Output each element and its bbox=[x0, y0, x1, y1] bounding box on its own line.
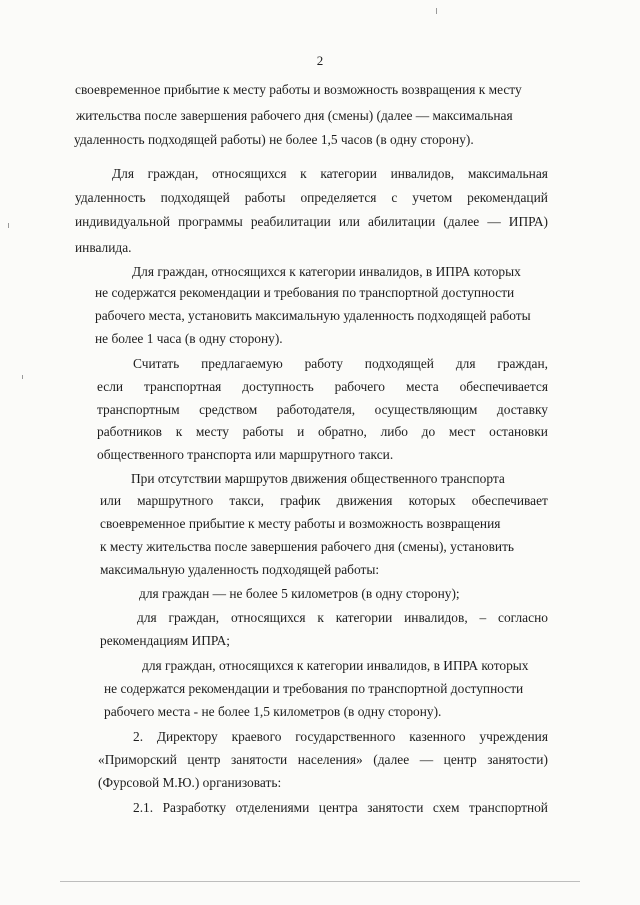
text-line bbox=[133, 729, 548, 745]
text-line: рекомендациям ИПРА; bbox=[100, 633, 231, 648]
word: месту bbox=[195, 424, 229, 439]
word: Разработку bbox=[162, 800, 227, 815]
word: занятости) bbox=[487, 752, 548, 767]
word: транспортной bbox=[468, 800, 548, 815]
word: с bbox=[391, 190, 398, 205]
word: мест bbox=[448, 424, 476, 439]
text-line: своевременное прибытие к месту работы и возможность возвращения к месту bbox=[75, 82, 522, 97]
word: предлагаемую bbox=[201, 356, 283, 371]
page-number: 2 bbox=[316, 53, 324, 68]
word: максимальная bbox=[467, 166, 548, 181]
text-line: не содержатся рекомендации и требования по транспортной доступности bbox=[95, 285, 515, 300]
word: для bbox=[455, 356, 476, 371]
text-line bbox=[75, 214, 548, 230]
word: которых bbox=[408, 493, 456, 508]
word: работодателя, bbox=[276, 402, 356, 417]
word: или bbox=[338, 214, 360, 229]
text-line bbox=[75, 190, 548, 206]
word: работников bbox=[97, 424, 162, 439]
word: Считать bbox=[133, 356, 180, 371]
word: инвалидов, bbox=[404, 610, 468, 625]
word: 2.1. bbox=[133, 800, 154, 815]
word: (далее bbox=[443, 214, 480, 229]
text-line: для граждан — не более 5 километров (в одну сторону); bbox=[139, 586, 460, 601]
text-line: рабочего места - не более 1,5 километров (в одну сторону). bbox=[104, 704, 442, 719]
text-line bbox=[133, 800, 548, 816]
word: либо bbox=[380, 424, 408, 439]
word: отделениями bbox=[235, 800, 310, 815]
word: определяется bbox=[300, 190, 377, 205]
word: абилитации bbox=[368, 214, 436, 229]
word: инвалидов, bbox=[390, 166, 455, 181]
text-line: общественного транспорта или маршрутного такси. bbox=[97, 447, 394, 462]
word: центр bbox=[443, 752, 477, 767]
text-line: (Фурсовой М.Ю.) организовать: bbox=[98, 775, 282, 790]
word: категории bbox=[335, 610, 393, 625]
word: относящихся bbox=[230, 610, 306, 625]
word: доступность bbox=[242, 379, 314, 394]
word: ИПРА) bbox=[508, 214, 548, 229]
word: учреждения bbox=[479, 729, 548, 744]
word: населения» bbox=[297, 752, 363, 767]
word: центр bbox=[187, 752, 221, 767]
word: граждан, bbox=[497, 356, 548, 371]
word: удаленность bbox=[75, 190, 146, 205]
text-line: не содержатся рекомендации и требования по транспортной доступности bbox=[104, 681, 524, 696]
word: 2. bbox=[133, 729, 144, 744]
word: маршрутного bbox=[137, 493, 214, 508]
word: центра bbox=[318, 800, 358, 815]
word: «Приморский bbox=[98, 752, 177, 767]
word: казенного bbox=[409, 729, 466, 744]
text-line bbox=[133, 356, 548, 372]
text-line bbox=[112, 166, 548, 182]
text-line: своевременное прибытие к месту работы и возможность возвращения bbox=[100, 516, 501, 531]
text-line: инвалида. bbox=[75, 240, 132, 255]
word: работу bbox=[304, 356, 343, 371]
word: работы bbox=[244, 190, 286, 205]
word: согласно bbox=[498, 610, 548, 625]
word: если bbox=[97, 379, 124, 394]
word: программы bbox=[178, 214, 243, 229]
word: граждан, bbox=[147, 166, 199, 181]
word: государственного bbox=[295, 729, 396, 744]
word: транспортным bbox=[97, 402, 180, 417]
scan-mark-left-2 bbox=[22, 375, 23, 379]
word: средством bbox=[199, 402, 258, 417]
word: индивидуальной bbox=[75, 214, 171, 229]
word: и bbox=[297, 424, 305, 439]
word: Для bbox=[112, 166, 134, 181]
word: (далее bbox=[373, 752, 410, 767]
word: к bbox=[317, 610, 324, 625]
word: такси, bbox=[229, 493, 264, 508]
word: движения bbox=[336, 493, 393, 508]
text-line bbox=[97, 402, 548, 418]
word: граждан, bbox=[168, 610, 220, 625]
word: или bbox=[100, 493, 122, 508]
word: относящихся bbox=[211, 166, 287, 181]
text-line: При отсутствии маршрутов движения общественного транспорта bbox=[131, 471, 505, 486]
text-line: Для граждан, относящихся к категории инвалидов, в ИПРА которых bbox=[132, 264, 521, 279]
word: схем bbox=[432, 800, 460, 815]
word: обеспечивает bbox=[471, 493, 548, 508]
word: — bbox=[487, 214, 501, 229]
word: обратно, bbox=[318, 424, 367, 439]
text-line bbox=[137, 610, 548, 626]
word: график bbox=[280, 493, 321, 508]
word: для bbox=[137, 610, 157, 625]
word: подходящей bbox=[364, 356, 434, 371]
word: к bbox=[175, 424, 183, 439]
word: осуществляющим bbox=[374, 402, 478, 417]
text-line bbox=[100, 493, 548, 509]
text-line: рабочего места, установить максимальную удаленность подходящей работы bbox=[95, 308, 531, 323]
word: доставку bbox=[496, 402, 548, 417]
word: Директору bbox=[156, 729, 218, 744]
text-line: к месту жительства после завершения рабочего дня (смены), установить bbox=[100, 539, 515, 554]
text-line: удаленность подходящей работы) не более 1,5 часов (в одну сторону). bbox=[74, 132, 474, 147]
text-line: для граждан, относящихся к категории инвалидов, в ИПРА которых bbox=[142, 658, 529, 673]
text-line bbox=[97, 424, 548, 440]
word: занятости bbox=[230, 752, 288, 767]
word: до bbox=[421, 424, 436, 439]
word: обеспечивается bbox=[459, 379, 548, 394]
word: — bbox=[419, 752, 434, 767]
word: учетом bbox=[412, 190, 453, 205]
word: места bbox=[405, 379, 439, 394]
word: остановки bbox=[489, 424, 548, 439]
word: рабочего bbox=[334, 379, 386, 394]
scan-mark-left-1 bbox=[8, 223, 9, 228]
word: подходящей bbox=[160, 190, 230, 205]
word: краевого bbox=[231, 729, 282, 744]
word: рекомендаций bbox=[467, 190, 548, 205]
text-line: не более 1 часа (в одну сторону). bbox=[95, 331, 283, 346]
text-line bbox=[98, 752, 548, 768]
text-line: максимальную удаленность подходящей работы: bbox=[100, 562, 380, 577]
bottom-rule bbox=[60, 881, 580, 882]
text-line: жительства после завершения рабочего дня (смены) (далее — максимальная bbox=[76, 108, 513, 123]
word: работы bbox=[242, 424, 284, 439]
word: категории bbox=[320, 166, 377, 181]
word: реабилитации bbox=[250, 214, 331, 229]
word: к bbox=[300, 166, 307, 181]
word: занятости bbox=[367, 800, 424, 815]
scan-mark-top bbox=[436, 8, 437, 14]
text-line bbox=[97, 379, 548, 395]
word: транспортная bbox=[144, 379, 222, 394]
word: – bbox=[479, 610, 487, 625]
